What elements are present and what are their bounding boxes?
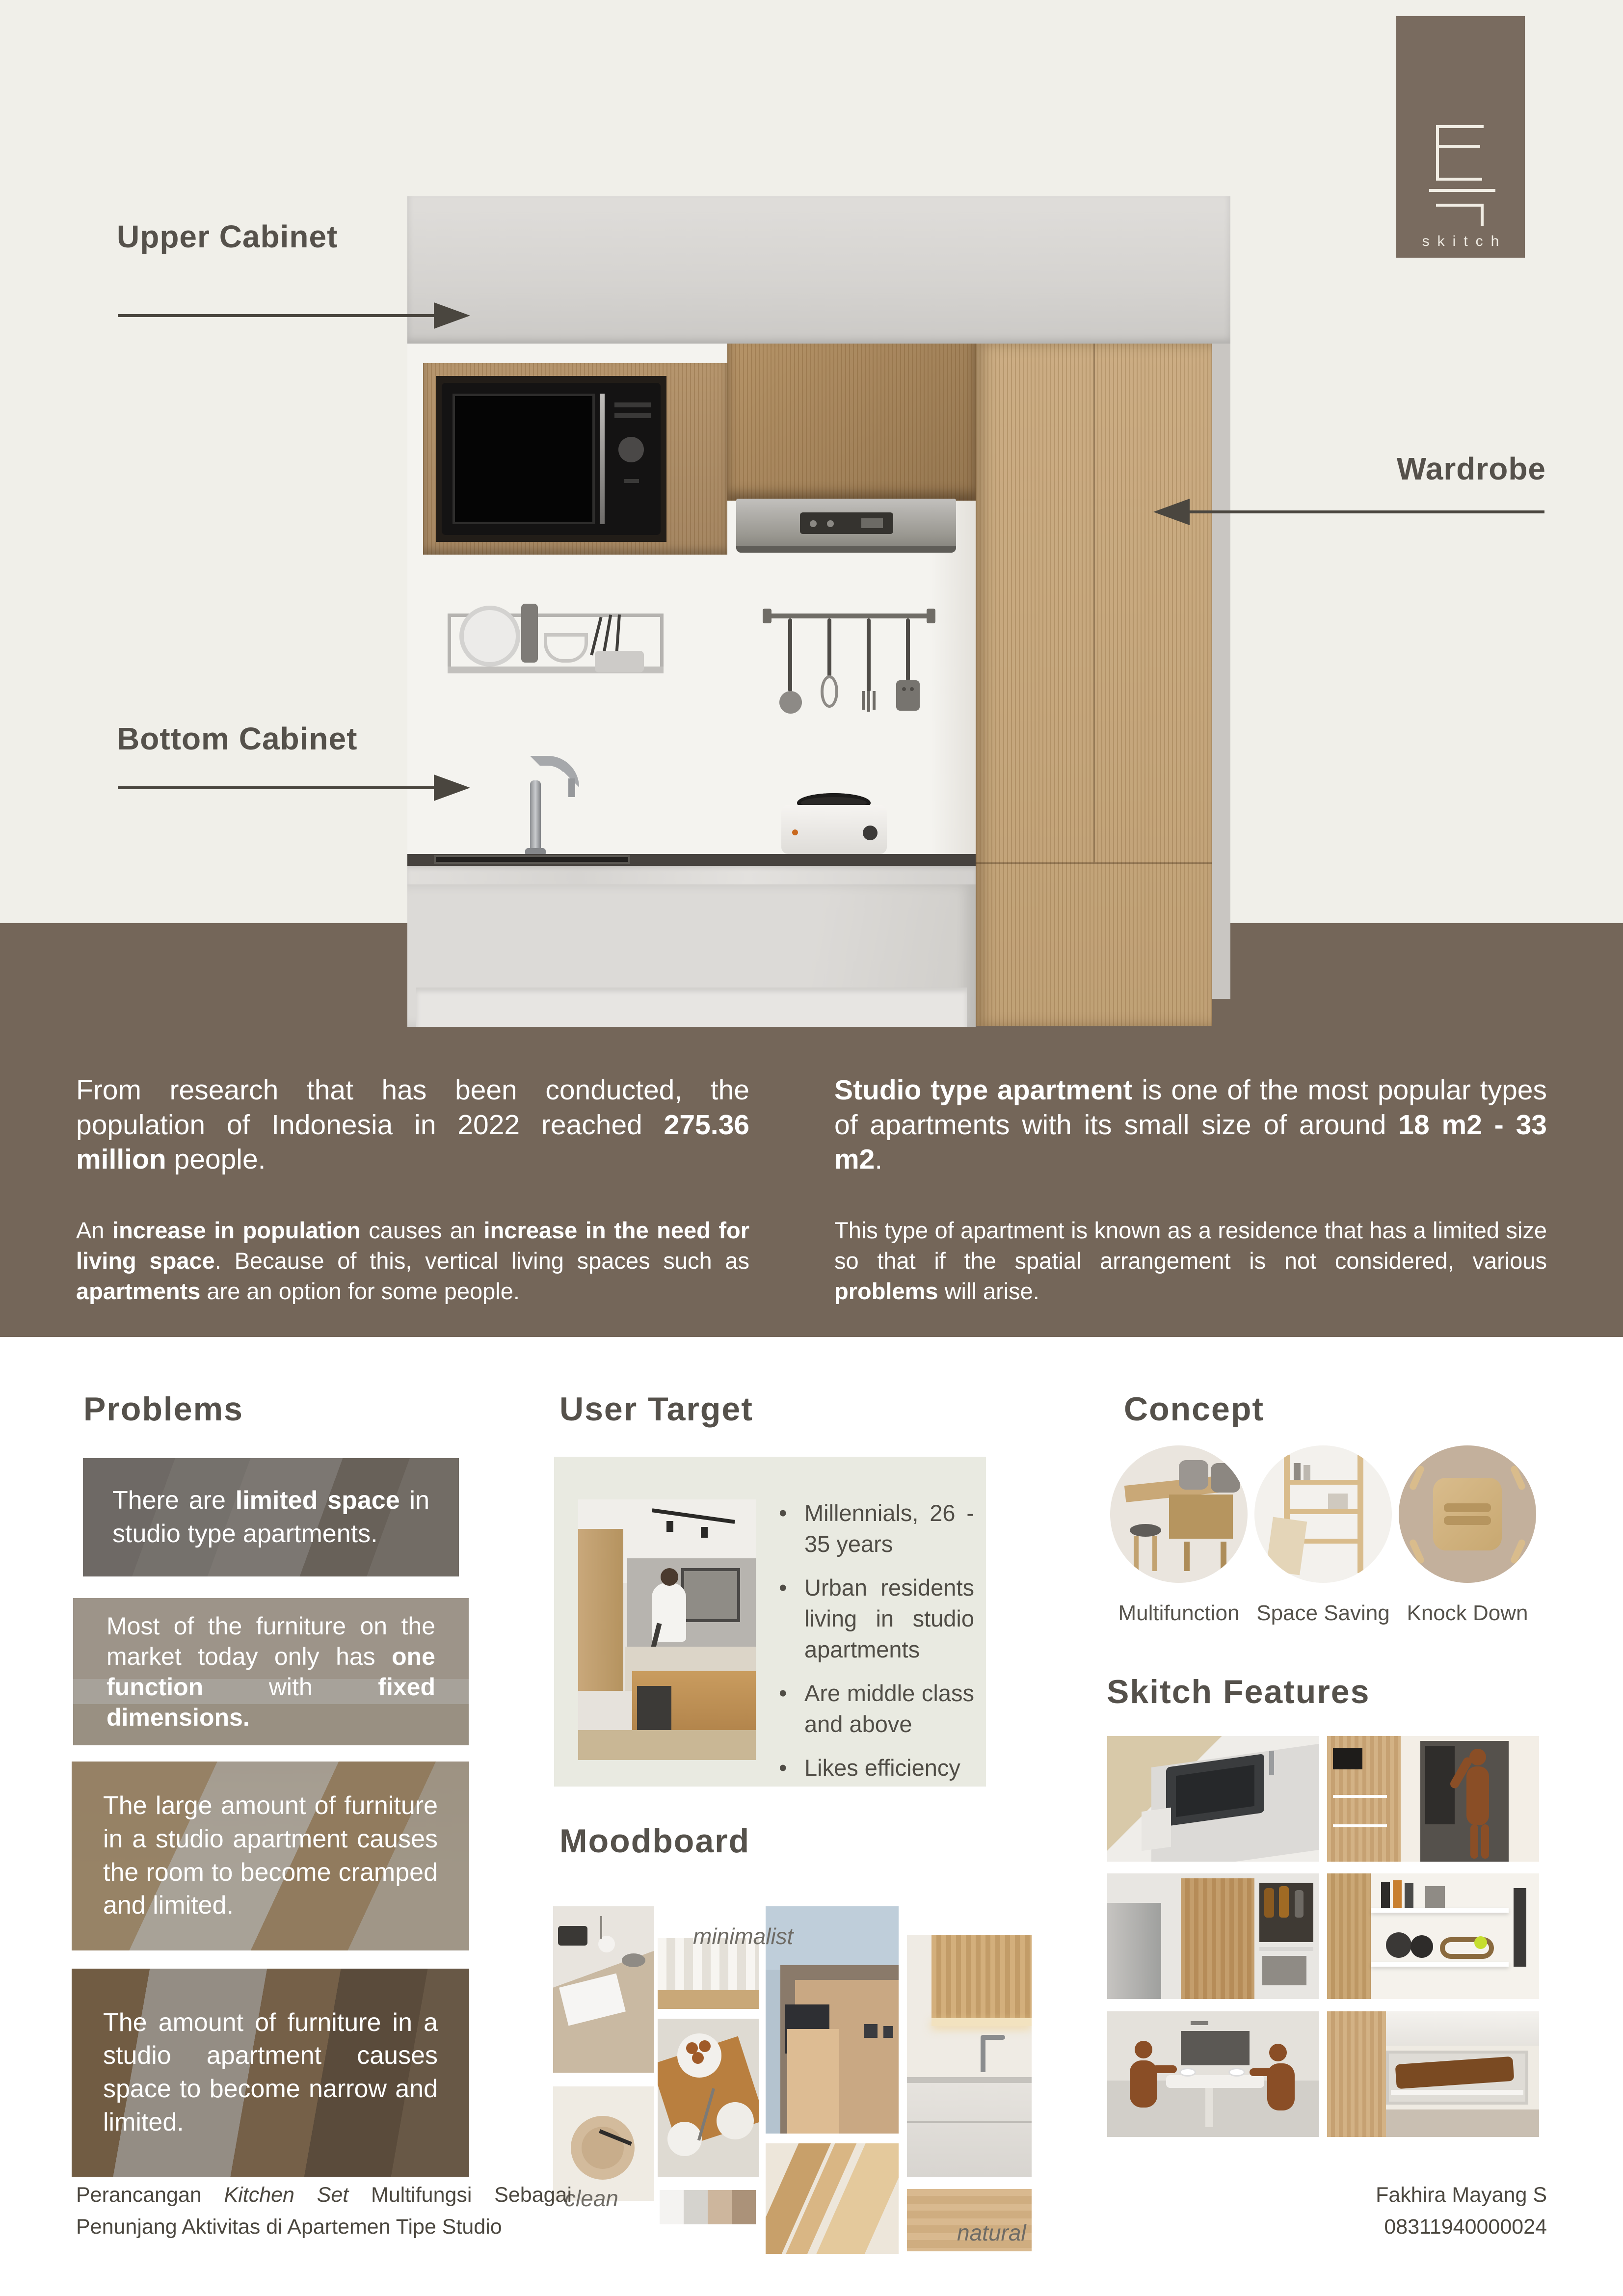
microwave-icon xyxy=(442,383,661,535)
feature-photo-hidden-sink xyxy=(1107,1736,1319,1862)
palette-swatch-2 xyxy=(684,2190,708,2224)
bullet-item: • Are middle class and above xyxy=(779,1678,974,1740)
arrowhead-bottom-cabinet-icon xyxy=(434,774,470,801)
intro-left-p2: An increase in population causes an increase in the need for living space. Because of this, vertical living spaces such as apartments are an option for some people. xyxy=(76,1217,749,1305)
microwave-cabinet xyxy=(423,363,727,555)
bullet-dot-icon: • xyxy=(779,1500,787,1526)
problem-box-limited-space xyxy=(83,1458,459,1576)
bullet-dot-icon: • xyxy=(779,1754,787,1781)
concept-photo-space-saving xyxy=(1254,1445,1392,1583)
concept-photo-knock-down xyxy=(1399,1445,1536,1583)
faucet-icon xyxy=(525,756,589,859)
footer-author xyxy=(1276,2179,1547,2243)
bottom-cabinet-toekick xyxy=(416,988,967,1027)
concept-label-multifunction: Multifunction xyxy=(1118,1601,1240,1625)
problem-box-cramped-room xyxy=(72,1762,469,1950)
moodboard-photo-cooking xyxy=(658,2019,759,2177)
intro-right-p1: Studio type apartment is one of the most popular types of apartments with its small size of around 18 m2 - 33 m2. xyxy=(834,1074,1547,1175)
palette-swatch-4 xyxy=(732,2190,756,2224)
features-heading: Skitch Features xyxy=(1107,1673,1370,1710)
palette-swatch-3 xyxy=(708,2190,732,2224)
label-upper-cabinet: Upper Cabinet xyxy=(117,219,338,254)
range-hood-icon xyxy=(736,499,956,553)
intro-left-column xyxy=(76,1073,749,1307)
arrowhead-wardrobe-icon xyxy=(1153,499,1190,525)
concept-label-knock-down: Knock Down xyxy=(1407,1601,1528,1625)
hood-soffit xyxy=(727,344,976,501)
bullet-item: • Millennials, 26 - 35 years xyxy=(779,1498,974,1560)
intro-right-column xyxy=(834,1073,1547,1307)
label-bottom-cabinet: Bottom Cabinet xyxy=(117,721,358,756)
user-target-heading: User Target xyxy=(559,1390,753,1428)
problem-text-1: There are limited space in studio type apartments. xyxy=(112,1486,430,1548)
intro-right-p2: This type of apartment is known as a residence that has a limited size so that if the spatial arrangement is not considered, various problems will arise. xyxy=(834,1217,1547,1305)
concept-photo-multifunction xyxy=(1110,1445,1248,1583)
moodboard-photo-doorframe xyxy=(766,2143,899,2254)
user-target-card xyxy=(554,1457,986,1787)
logo-wordmark: skitch xyxy=(1422,233,1507,249)
palette-swatch-1 xyxy=(660,2190,684,2224)
footer-author-name: Fakhira Mayang S xyxy=(1376,2183,1547,2207)
bullet-dot-icon: • xyxy=(779,1574,787,1601)
problem-box-narrow-space xyxy=(72,1969,469,2177)
user-target-photo xyxy=(578,1499,756,1760)
user-target-bullets xyxy=(779,1498,974,1796)
feature-photo-pulldown-shelf xyxy=(1327,2011,1539,2137)
moodboard-tag-natural: natural xyxy=(957,2220,1026,2245)
moodboard-tag-clean: clean xyxy=(564,2186,618,2211)
feature-photo-pullout-pantry xyxy=(1107,1873,1319,1999)
dish-rack-icon xyxy=(448,604,664,685)
label-wardrobe: Wardrobe xyxy=(1396,451,1546,486)
bullet-item: • Likes efficiency xyxy=(779,1753,974,1784)
counter-marble-edge xyxy=(407,866,976,884)
problem-text-2: Most of the furniture on the market today only has one function with fixed dimensions. xyxy=(106,1612,435,1731)
problem-text-4: The amount of furniture in a studio apartment causes space to become narrow and limited. xyxy=(103,2008,438,2136)
utensil-rail-icon xyxy=(766,609,932,766)
problems-heading: Problems xyxy=(83,1390,243,1428)
upper-cabinet-panel xyxy=(407,196,1230,344)
moodboard-palette xyxy=(660,2190,756,2224)
moodboard-photo-desk xyxy=(553,1906,654,2073)
arrow-wardrobe xyxy=(1188,510,1544,513)
bullet-item: • Urban residents living in studio apartments xyxy=(779,1573,974,1665)
feature-photo-hobby-cabinet xyxy=(1327,1873,1539,1999)
footer-author-id: 08311940000024 xyxy=(1384,2215,1547,2239)
moodboard-heading: Moodboard xyxy=(559,1822,750,1860)
logo-icon xyxy=(1396,16,1525,258)
bullet-dot-icon: • xyxy=(779,1680,787,1706)
concept-heading: Concept xyxy=(1124,1390,1264,1428)
arrowhead-upper-cabinet-icon xyxy=(434,302,470,329)
concept-label-space-saving: Space Saving xyxy=(1256,1601,1390,1625)
sink-cutout xyxy=(434,855,630,864)
arrow-bottom-cabinet xyxy=(118,786,436,789)
wardrobe-side-panel xyxy=(1212,344,1230,999)
wardrobe-panel xyxy=(976,344,1212,1026)
intro-left-p1: From research that has been conducted, the population of Indonesia in 2022 reached 275.36 million people. xyxy=(76,1074,749,1175)
logo-block xyxy=(1396,16,1525,258)
moodboard-tag-minimalist: minimalist xyxy=(693,1923,794,1949)
problem-text-3: The large amount of furniture in a studio apartment causes the room to become cramped and limited. xyxy=(103,1791,438,1920)
footer-project-title: Perancangan Kitchen Set Multifungsi Sebagai Penunjang Aktivitas di Apartemen Tipe Studio xyxy=(76,2183,572,2239)
feature-photo-wardrobe-storage xyxy=(1327,1736,1539,1862)
feature-photo-foldout-table xyxy=(1107,2011,1319,2137)
problem-box-one-function xyxy=(73,1598,469,1745)
moodboard-photo-kitchen xyxy=(907,1935,1032,2177)
arrow-upper-cabinet xyxy=(118,314,436,317)
hot-plate-icon xyxy=(781,793,887,857)
